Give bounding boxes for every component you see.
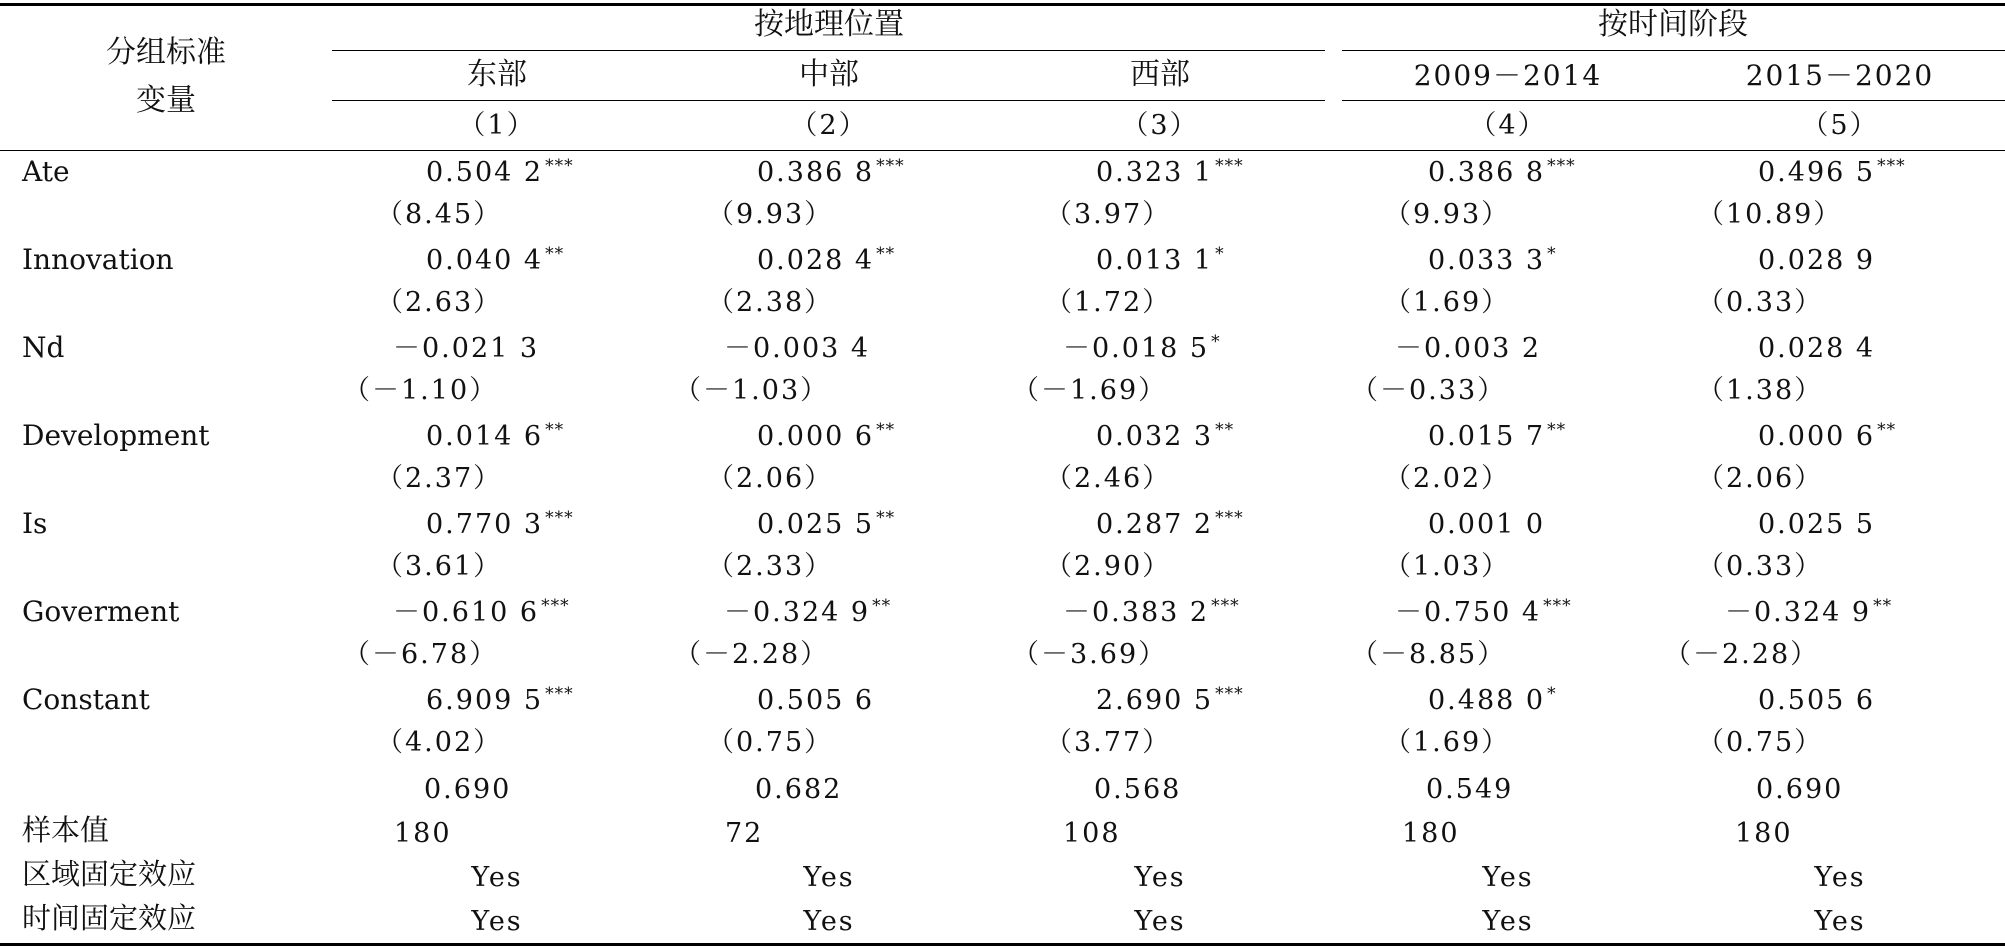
coefficient-cell [757,510,895,538]
significance-stars: ** [545,420,565,440]
region-fe-value: Yes [803,862,855,893]
significance-stars: ** [1873,596,1893,616]
sample-value: 72 [725,818,764,849]
coefficient-cell [1758,510,1877,538]
column-header-1: 东部 [467,57,527,92]
row-label: Ate [22,155,70,188]
significance-stars: ** [1547,420,1567,440]
coefficient-value: 2.690 5 [1096,685,1214,716]
time-fe-label: 时间固定效应 [22,901,197,935]
significance-stars: ** [876,420,896,440]
coefficient-value: －0.610 6 [393,597,540,628]
coefficient-cell [393,334,541,362]
sample-value: 180 [1735,818,1793,849]
significance-stars: *** [1877,156,1906,176]
coefficient-value: －0.383 2 [1063,597,1210,628]
t-statistic: （－3.69） [1012,639,1168,670]
t-statistic: （1.69） [1384,727,1511,758]
t-statistic: （3.97） [1045,199,1172,230]
t-statistic: （8.45） [376,199,503,230]
row-label: Goverment [22,595,180,628]
coefficient-cell [426,158,574,186]
coefficient-value: 6.909 5 [426,685,544,716]
t-statistic: （2.02） [1384,463,1511,494]
coefficient-value: －0.750 4 [1395,597,1542,628]
sample-value: 108 [1063,818,1121,849]
t-statistic: （2.90） [1045,551,1172,582]
coefficient-cell [426,686,574,714]
significance-stars: ** [545,244,565,264]
coefficient-value: 0.013 1 [1096,245,1214,276]
coefficient-cell [1096,422,1234,450]
coefficient-cell [1063,334,1221,362]
coefficient-cell [393,598,570,626]
variable-label: 变量 [136,83,196,118]
coefficient-cell [1096,686,1244,714]
t-statistic: （－1.03） [674,375,830,406]
coefficient-value: 0.504 2 [426,157,544,188]
coefficient-cell [1063,598,1240,626]
t-statistic: （2.06） [1697,463,1824,494]
coefficient-cell [757,246,895,274]
coefficient-value: 0.028 4 [1758,333,1876,364]
significance-stars: ** [876,244,896,264]
t-statistic: （－2.28） [1664,639,1820,670]
region-fe-value: Yes [1482,862,1534,893]
coefficient-cell [1395,598,1572,626]
t-statistic: （3.61） [376,551,503,582]
header-bottom-rule [0,150,2005,151]
region-fe-value: Yes [1134,862,1186,893]
significance-stars: * [1215,244,1225,264]
coefficient-value: 0.287 2 [1096,509,1214,540]
coefficient-value: 0.028 9 [1758,245,1876,276]
t-statistic: （0.75） [707,727,834,758]
coefficient-value: 0.001 0 [1428,509,1546,540]
coefficient-value: 0.770 3 [426,509,544,540]
time-fe-value: Yes [471,906,523,937]
coefficient-value: 0.505 6 [1758,685,1876,716]
geo-group-title: 按地理位置 [754,7,904,42]
column-header-4: 2009－2014 [1413,59,1603,92]
group-label: 分组标准 [106,35,226,70]
t-statistic: （2.38） [707,287,834,318]
r-squared-value: 0.568 [1094,774,1182,805]
t-statistic: （2.06） [707,463,834,494]
coefficient-value: 0.386 8 [757,157,875,188]
coefficient-cell [757,158,905,186]
significance-stars: *** [1211,596,1240,616]
coefficient-cell [724,598,891,626]
r-squared-value: 0.690 [424,774,512,805]
coefficient-value: －0.018 5 [1063,333,1210,364]
column-header-3: 西部 [1130,57,1190,92]
t-statistic: （1.03） [1384,551,1511,582]
t-statistic: （10.89） [1697,199,1843,230]
row-label: Is [22,507,48,540]
significance-stars: * [1547,684,1557,704]
coefficient-value: 0.505 6 [757,685,875,716]
coefficient-value: 0.496 5 [1758,157,1876,188]
coefficient-value: 0.015 7 [1428,421,1546,452]
t-statistic: （－1.10） [343,375,499,406]
coefficient-cell [724,334,872,362]
time-fe-value: Yes [1134,906,1186,937]
region-fe-value: Yes [471,862,523,893]
coefficient-value: －0.003 4 [724,333,871,364]
column-index-2: （2） [790,110,868,141]
significance-stars: *** [1215,684,1244,704]
time-fe-value: Yes [1482,906,1534,937]
time-group-rule [1342,50,2005,51]
coefficient-value: 0.025 5 [757,509,875,540]
row-label: Constant [22,683,150,716]
t-statistic: （1.72） [1045,287,1172,318]
r-squared-value: 0.549 [1426,774,1514,805]
coefficient-cell [757,686,876,714]
coefficient-value: 0.025 5 [1758,509,1876,540]
time-fe-value: Yes [1814,906,1866,937]
t-statistic: （－2.28） [674,639,830,670]
coefficient-cell [1096,158,1244,186]
coefficient-value: 0.014 6 [426,421,544,452]
t-statistic: （0.75） [1697,727,1824,758]
significance-stars: ** [872,596,892,616]
time-columns-rule [1342,100,2005,101]
t-statistic: （0.33） [1697,551,1824,582]
coefficient-cell [1428,510,1547,538]
t-statistic: （－0.33） [1351,375,1507,406]
bottom-rule [0,943,2005,946]
coefficient-cell [426,510,574,538]
column-header-5: 2015－2020 [1745,59,1935,92]
column-header-2: 中部 [799,57,859,92]
sample-value: 180 [1402,818,1460,849]
region-fe-value: Yes [1814,862,1866,893]
significance-stars: *** [876,156,905,176]
region-fe-label: 区域固定效应 [22,857,197,891]
column-index-1: （1） [458,110,536,141]
significance-stars: * [1547,244,1557,264]
t-statistic: （9.93） [707,199,834,230]
significance-stars: *** [541,596,570,616]
coefficient-cell [757,422,895,450]
coefficient-cell [1428,158,1576,186]
coefficient-value: －0.003 2 [1395,333,1542,364]
r-squared-value: 0.682 [755,774,843,805]
time-fe-value: Yes [803,906,855,937]
coefficient-cell [1096,246,1225,274]
t-statistic: （1.69） [1384,287,1511,318]
coefficient-cell [426,246,564,274]
significance-stars: *** [545,508,574,528]
t-statistic: （－6.78） [343,639,499,670]
significance-stars: *** [1215,156,1244,176]
significance-stars: ** [1215,420,1235,440]
coefficient-value: 0.032 3 [1096,421,1214,452]
coefficient-value: 0.386 8 [1428,157,1546,188]
coefficient-cell [1758,422,1896,450]
coefficient-value: 0.000 6 [757,421,875,452]
t-statistic: （2.33） [707,551,834,582]
t-statistic: （－1.69） [1012,375,1168,406]
coefficient-cell [426,422,564,450]
coefficient-value: －0.324 9 [1725,597,1872,628]
row-label: Nd [22,331,65,364]
t-statistic: （0.33） [1697,287,1824,318]
coefficient-value: 0.033 3 [1428,245,1546,276]
coefficient-cell [1758,158,1906,186]
t-statistic: （2.46） [1045,463,1172,494]
column-index-3: （3） [1121,110,1199,141]
coefficient-cell [1395,334,1543,362]
sample-value: 180 [394,818,452,849]
significance-stars: *** [545,156,574,176]
t-statistic: （2.37） [376,463,503,494]
sample-label: 样本值 [22,813,110,847]
coefficient-value: 0.040 4 [426,245,544,276]
t-statistic: （1.38） [1697,375,1824,406]
significance-stars: * [1211,332,1221,352]
column-index-5: （5） [1801,110,1879,141]
time-group-title: 按时间阶段 [1598,7,1748,42]
coefficient-cell [1428,422,1566,450]
coefficient-cell [1096,510,1244,538]
r-squared-value: 0.690 [1756,774,1844,805]
significance-stars: ** [1877,420,1897,440]
coefficient-value: －0.021 3 [393,333,540,364]
coefficient-value: 0.028 4 [757,245,875,276]
geo-group-rule [332,50,1325,51]
significance-stars: *** [545,684,574,704]
significance-stars: *** [1543,596,1572,616]
coefficient-cell [1758,246,1877,274]
t-statistic: （2.63） [376,287,503,318]
coefficient-value: －0.324 9 [724,597,871,628]
coefficient-cell [1428,686,1557,714]
coefficient-value: 0.488 0 [1428,685,1546,716]
coefficient-value: 0.323 1 [1096,157,1214,188]
row-label: Innovation [22,243,174,276]
t-statistic: （－8.85） [1351,639,1507,670]
coefficient-cell [1758,334,1877,362]
t-statistic: （4.02） [376,727,503,758]
coefficient-cell [1428,246,1557,274]
geo-columns-rule [332,100,1325,101]
column-index-4: （4） [1469,110,1547,141]
coefficient-cell [1758,686,1877,714]
significance-stars: *** [1215,508,1244,528]
t-statistic: （9.93） [1384,199,1511,230]
significance-stars: ** [876,508,896,528]
top-rule [0,3,2005,6]
t-statistic: （3.77） [1045,727,1172,758]
significance-stars: *** [1547,156,1576,176]
coefficient-value: 0.000 6 [1758,421,1876,452]
row-label: Development [22,419,210,452]
coefficient-cell [1725,598,1892,626]
